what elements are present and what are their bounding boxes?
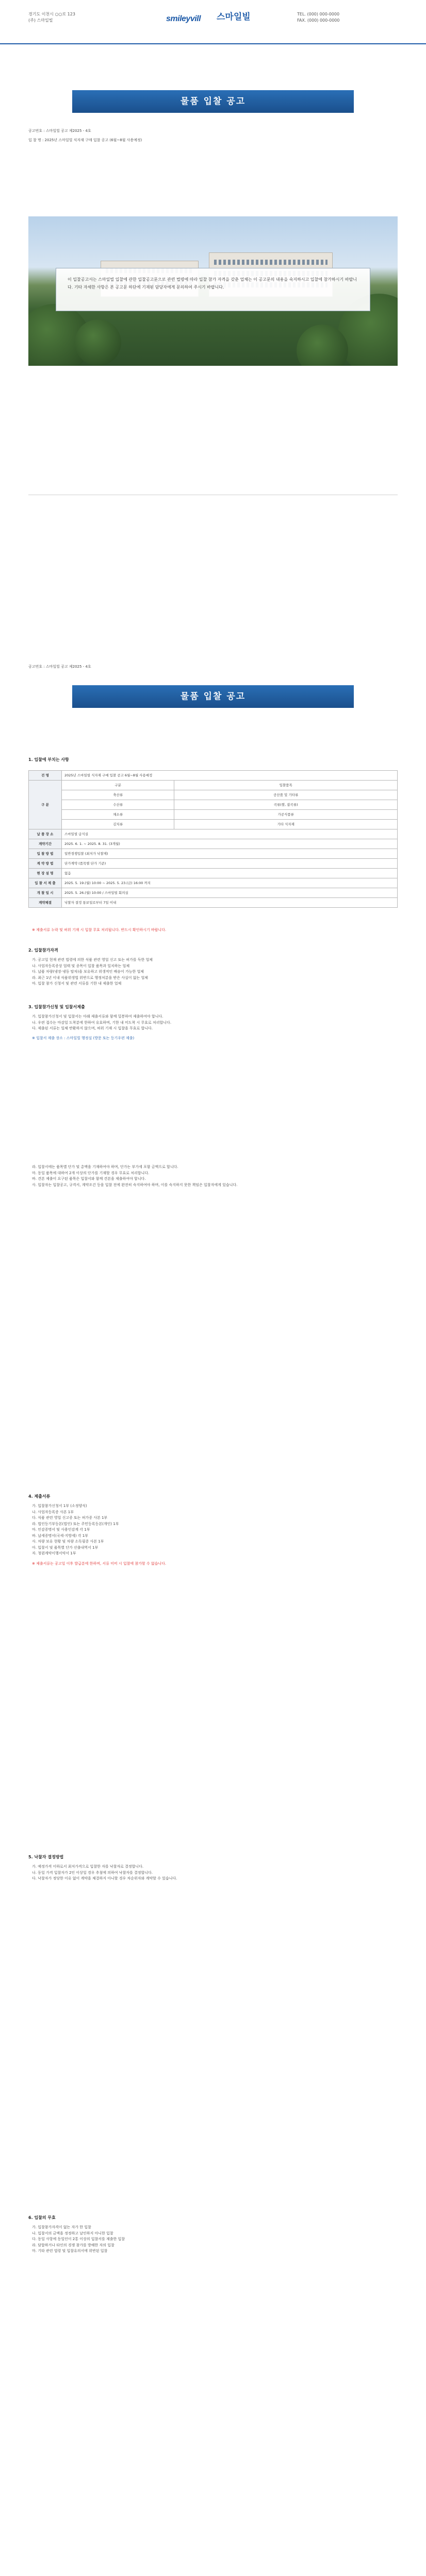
section-5-title: 5. 낙찰자 결정방법 bbox=[28, 1855, 64, 1859]
table-cell: 공산품 및 기타류 bbox=[174, 790, 398, 800]
table-row bbox=[29, 781, 398, 790]
table-row bbox=[29, 878, 398, 888]
table-label: 구 분 bbox=[29, 781, 62, 829]
table-cell: 채소류 bbox=[62, 810, 174, 820]
summary-notice-box: 이 입찰공고서는 스마일빌 입찰에 관한 입찰공고문으로 관련 법령에 따라 입찰 참가 자격을 갖춘 업체는 이 공고문의 내용을 숙지하시고 입찰에 참가하시기 바랍니다. 기타 자세한 사항은 본 공고문 하단에 기재된 담당자에게 문의하여 주시기 바랍니다. bbox=[56, 268, 370, 311]
table-label: 계약기간 bbox=[29, 839, 62, 849]
table-cell: 곡류(쌀, 잡곡류) bbox=[174, 800, 398, 810]
section-2-title: 2. 입찰참가자격 bbox=[28, 948, 58, 953]
summary-title-banner: 물품 입찰 공고 bbox=[72, 90, 354, 113]
table-cell: 수산류 bbox=[62, 800, 174, 810]
table-cell: 단가계약 (품목별 단가 기준) bbox=[62, 859, 398, 869]
submission-place-note: ※ 입찰서 제출 장소 : 스마일빌 행정실 (방문 또는 등기우편 제출) bbox=[32, 1036, 135, 1040]
table-row bbox=[29, 820, 398, 829]
table-row bbox=[29, 829, 398, 839]
section-4-body: 가. 입찰참가신청서 1부 (소정양식) 나. 사업자등록증 사본 1부 다. 식품 관련 영업 신고증 또는 허가증 사본 1부 라. 법인등기부등본(법인) 또는 주민등록등본(개인) 1부 마. 인감증명서 및 사용인감계 각 1부 바. 납세증명서(국세·지방세) 각 1부 사. 차량 보유 현황 및 차량 소독필증 사본 1부 아. 입찰서 및 품목별 단가 산출내역서 1부 자. 청렴계약이행서약서 1부 bbox=[32, 1504, 119, 1555]
section-6-body: 가. 입찰참가자격이 없는 자가 한 입찰 나. 입찰서의 금액을 정정하고 날인하지 아니한 입찰 다. 동일 사항에 동일인이 2통 이상의 입찰서를 제출한 입찰 라. 담합하거나 타인의 경쟁 참가를 방해한 자의 입찰 마. 기타 관련 법령 및 입찰유의서에 위반된 입찰 bbox=[32, 2225, 125, 2253]
letterhead bbox=[0, 0, 426, 44]
table-row bbox=[29, 810, 398, 820]
section-3-body-2: 라. 입찰서에는 품목별 단가 및 총액을 기재하여야 하며, 단가는 부가세 포함 금액으로 합니다. 마. 동일 품목에 대하여 2개 이상의 단가를 기재할 경우 무효로 처리합니다. 바. 견본 제출이 요구된 품목은 입찰서와 함께 견본을 제출하여야 합니다. 사. 입찰자는 입찰공고, 규격서, 계약조건 등을 입찰 전에 완전히 숙지하여야 하며, 이를 숙지하지 못한 책임은 입찰자에게 있습니다. bbox=[32, 1165, 238, 1187]
table-label: 입 찰 방 법 bbox=[29, 849, 62, 859]
address-line-1: 경기도 이천시 ○○로 123 bbox=[28, 12, 75, 16]
letterhead-rule bbox=[0, 43, 426, 44]
table-label: 입 찰 서 제 출 bbox=[29, 878, 62, 888]
summary-notice-line: 입 찰 명 : 2025년 스마일빌 식자재 구매 입찰 공고 (6월~8월 사용예정) bbox=[28, 138, 142, 142]
table-row bbox=[29, 771, 398, 781]
main-title-banner: 물품 입찰 공고 bbox=[72, 685, 354, 708]
address-line-2: (주) 스마일빌 bbox=[28, 18, 53, 23]
section-4-warning: ※ 제출서류는 공고일 이후 발급분에 한하며, 서류 미비 시 입찰에 참가할 수 없습니다. bbox=[32, 1562, 167, 1566]
tel-number: TEL. (000) 000-0000 bbox=[297, 12, 340, 16]
summary-notice-number: 공고번호 : 스마일빌 공고 제2025 - 4호 bbox=[28, 129, 91, 133]
section-3-title: 3. 입찰참가신청 및 입찰서제출 bbox=[28, 1005, 85, 1009]
logo-text-ko: 스마일빌 bbox=[217, 12, 251, 22]
table-cell: 일반경쟁입찰 (최저가 낙찰제) bbox=[62, 849, 398, 859]
warning-text: ※ 제출서류 누락 및 허위 기재 시 입찰 무효 처리됩니다. 반드시 확인하시기 바랍니다. bbox=[32, 928, 167, 932]
section-6-title: 6. 입찰의 무효 bbox=[28, 2215, 56, 2220]
letterhead-address bbox=[28, 11, 75, 24]
table-cell: 2025. 5. 26.(월) 10:00 / 스마일빌 회의실 bbox=[62, 888, 398, 898]
table-label: 현 장 설 명 bbox=[29, 869, 62, 878]
section-5-body: 가. 예정가격 이하로서 최저가격으로 입찰한 자를 낙찰자로 결정합니다. 나. 동일 가격 입찰자가 2인 이상일 경우 추첨에 의하여 낙찰자를 결정합니다. 다. 낙찰자가 정당한 이유 없이 계약을 체결하지 아니할 경우 차순위자와 계약할 수 있습니다. bbox=[32, 1865, 177, 1880]
table-row bbox=[29, 839, 398, 849]
table-header-cell: 구분 bbox=[62, 781, 174, 790]
fax-number: FAX. (000) 000-0000 bbox=[297, 18, 340, 23]
section-2-body: 가. 공고일 현재 관련 법령에 의한 식품 관련 영업 신고 또는 허가를 득한 업체 나. 사업자등록증상 업태 및 종목이 입찰 품목과 일치하는 업체 다. 납품 차량(냉장·냉동 탑차)을 보유하고 위생적인 배송이 가능한 업체 라. 최근 1년 이내 식품위생법 위반으로 행정처분을 받은 사실이 없는 업체 마. 입찰 참가 신청서 및 관련 서류를 기한 내 제출한 업체 bbox=[32, 958, 153, 986]
table-row bbox=[29, 898, 398, 908]
table-label: 납 품 장 소 bbox=[29, 829, 62, 839]
table-row bbox=[29, 888, 398, 898]
table-cell: 2025. 5. 19.(월) 10:00 ~ 2025. 5. 23.(금) 16:00 까지 bbox=[62, 878, 398, 888]
table-row bbox=[29, 869, 398, 878]
logo bbox=[166, 10, 264, 32]
table-label: 건 명 bbox=[29, 771, 62, 781]
table-cell: 없음 bbox=[62, 869, 398, 878]
section-1-title: 1. 입찰에 부치는 사항 bbox=[28, 757, 69, 762]
logo-text-en: smileyvill bbox=[166, 14, 201, 23]
table-row bbox=[29, 859, 398, 869]
table-label: 계 약 방 법 bbox=[29, 859, 62, 869]
table-cell: 2025년 스마일빌 식자재 구매 입찰 공고 6월~8월 사용예정 bbox=[62, 771, 398, 781]
table-cell: 기타 식자재 bbox=[174, 820, 398, 829]
table-cell: 축산류 bbox=[62, 790, 174, 800]
table-row bbox=[29, 790, 398, 800]
bid-info-table bbox=[28, 770, 398, 908]
table-cell: 낙찰자 결정 통보일로부터 7일 이내 bbox=[62, 898, 398, 908]
table-cell: 스마일빌 급식실 bbox=[62, 829, 398, 839]
table-row bbox=[29, 849, 398, 859]
section-4-title: 4. 제출서류 bbox=[28, 1494, 51, 1499]
table-label: 계약체결 bbox=[29, 898, 62, 908]
letterhead-contact bbox=[297, 11, 339, 24]
table-row bbox=[29, 800, 398, 810]
table-header-cell: 입찰품목 bbox=[174, 781, 398, 790]
table-cell: 2025. 6. 1. ~ 2025. 8. 31. (3개월) bbox=[62, 839, 398, 849]
main-notice-number: 공고번호 : 스마일빌 공고 제2025 - 4호 bbox=[28, 665, 91, 669]
table-cell: 가공식품류 bbox=[174, 810, 398, 820]
section-3-body: 가. 입찰참가신청서 및 입찰서는 아래 제출서류와 함께 밀봉하여 제출하여야 합니다. 나. 우편 접수는 마감일 도착분에 한하여 유효하며, 기한 내 미도착 시 무효로 처리합니다. 다. 제출된 서류는 일체 반환하지 않으며, 허위 기재 시 입찰을 무효로 합니다. bbox=[32, 1014, 172, 1030]
table-label: 개 찰 일 시 bbox=[29, 888, 62, 898]
table-cell: 김치류 bbox=[62, 820, 174, 829]
